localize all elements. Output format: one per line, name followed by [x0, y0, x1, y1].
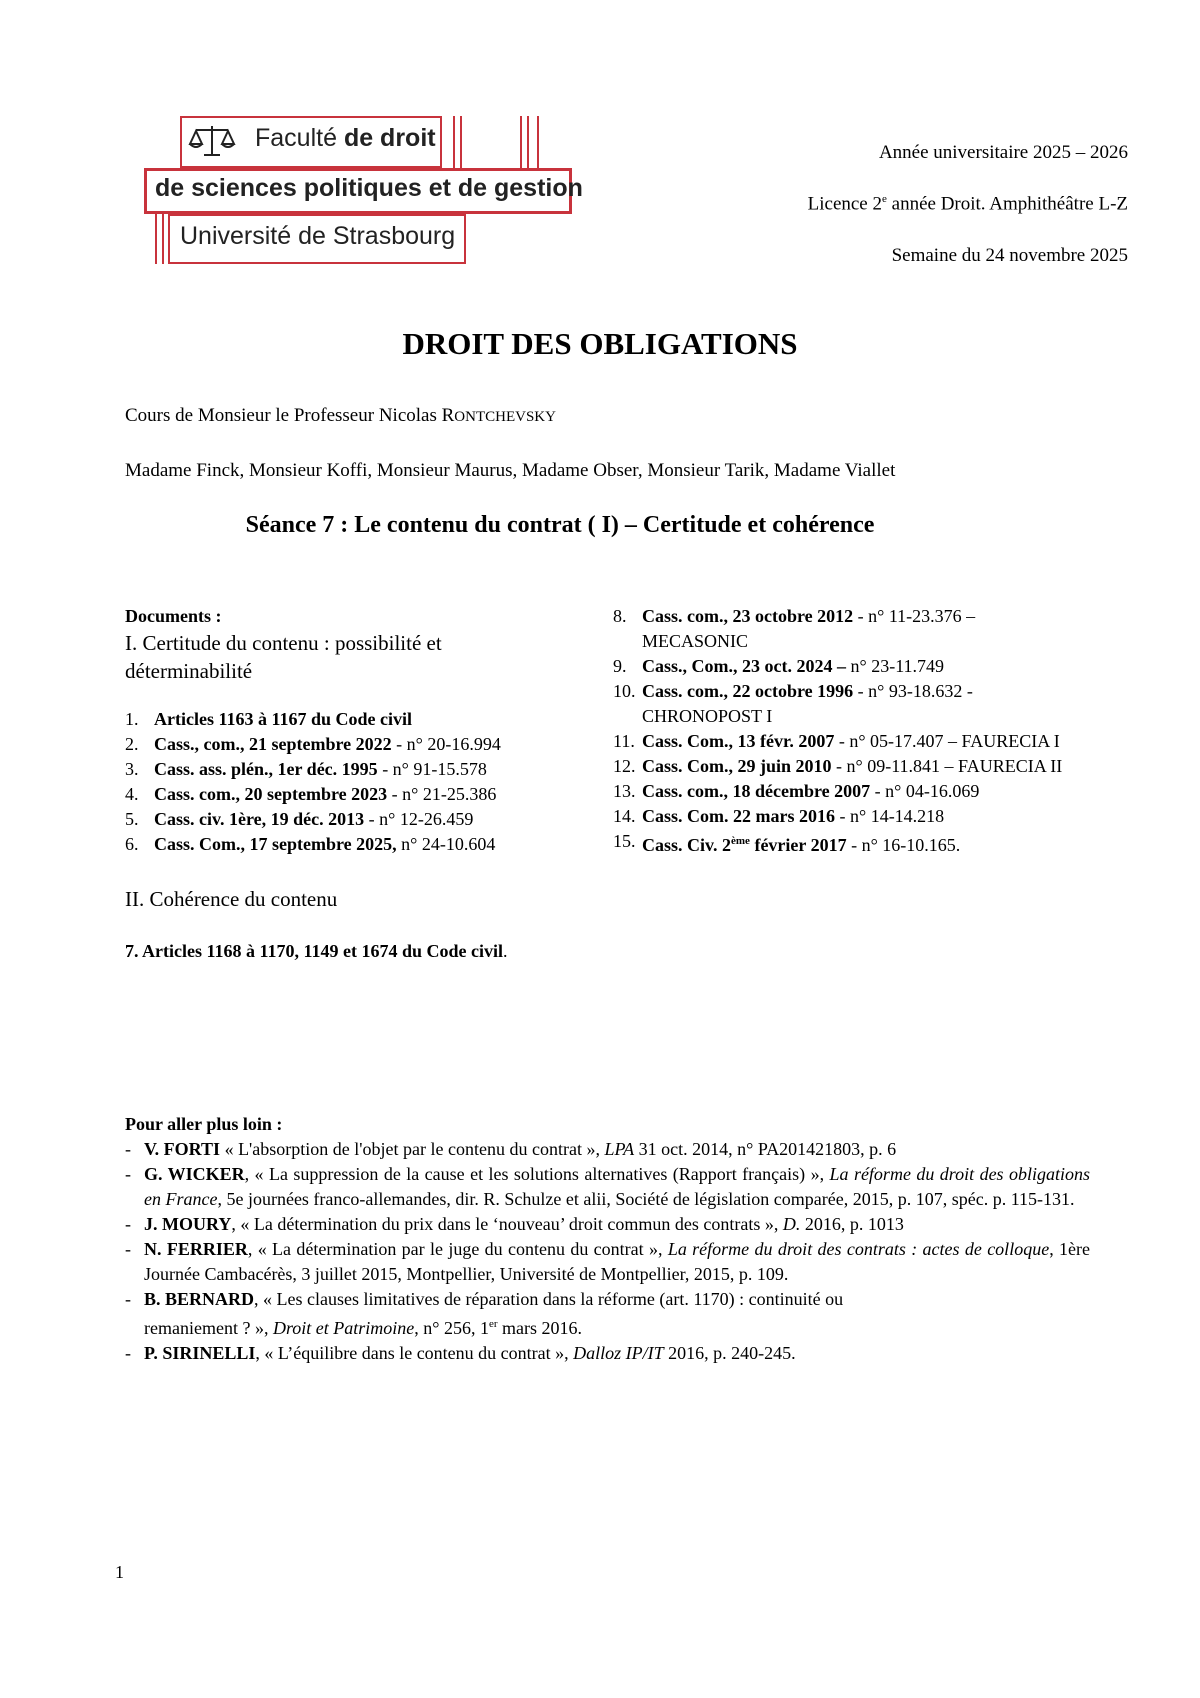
documents-label: Documents : [125, 606, 222, 626]
documents-column-right [613, 604, 1078, 858]
biblio-item: - V. FORTI « L'absorption de l'objet par le contenu du contrat », LPA 31 oct. 2014, n° PA201421803, p. 6 [125, 1139, 897, 1159]
course-line: Cours de Monsieur le Professeur Nicolas RONTCHEVSKY [125, 405, 556, 426]
logo-line1: Faculté de droit [255, 124, 436, 152]
logo-line3: Université de Strasbourg [180, 222, 456, 250]
left-document-list [125, 707, 545, 857]
biblio-item: - N. FERRIER, « La détermination par le juge du contenu du contrat », La réforme du droit des contrats : actes de colloque, 1ère Journée Cambacérès, 3 juillet 2015, Montpellier, Université de Montpellier, 2015, p. 109. [125, 1239, 1091, 1284]
logo-stripe [155, 214, 157, 264]
list-item: 11. Cass. Com., 13 févr. 2007 - n° 05-17.407 – FAURECIA I [613, 731, 1060, 751]
section-1-title: I. Certitude du contenu : possibilité et déterminabilité [125, 631, 442, 683]
list-item: 8. Cass. com., 23 octobre 2012 - n° 11-23.376 – MECASONIC [613, 606, 976, 651]
list-item: 14. Cass. Com. 22 mars 2016 - n° 14-14.218 [613, 806, 945, 826]
section-2-title: II. Cohérence du contenu [125, 887, 338, 911]
documents-column-left [125, 604, 545, 964]
biblio-item: - P. SIRINELLI, « L’équilibre dans le contenu du contrat », Dalloz IP/IT 2016, p. 240-245. [125, 1343, 796, 1363]
further-reading [125, 1112, 1090, 1366]
list-item: 6. Cass. Com., 17 septembre 2025, n° 24-10.604 [125, 834, 496, 854]
list-item: 2. Cass., com., 21 septembre 2022 - n° 20-16.994 [125, 734, 501, 754]
list-item: 15. Cass. Civ. 2ème février 2017 - n° 16-10.165. [613, 831, 961, 855]
list-item: 12. Cass. Com., 29 juin 2010 - n° 09-11.841 – FAURECIA II [613, 756, 1063, 776]
week-line: Semaine du 24 novembre 2025 [891, 245, 1128, 266]
list-item: 5. Cass. civ. 1ère, 19 déc. 2013 - n° 12-26.459 [125, 809, 474, 829]
licence-line: Licence 2e année Droit. Amphithéâtre L-Z [807, 193, 1128, 215]
item-7: 7. Articles 1168 à 1170, 1149 et 1674 du Code civil. [125, 941, 508, 961]
scales-icon [188, 122, 236, 160]
list-item: 10. Cass. com., 22 octobre 1996 - n° 93-18.632 - CHRONOPOST I [613, 681, 973, 726]
biblio-item: - B. BERNARD, « Les clauses limitatives de réparation dans la réforme (art. 1170) : continuité ou remaniement ? », Droit et Patrimoine, n° 256, 1er mars 2016. [125, 1289, 844, 1338]
page-number: 1 [115, 1562, 124, 1582]
staff-line: Madame Finck, Monsieur Koffi, Monsieur Maurus, Madame Obser, Monsieur Tarik, Madame Viallet [125, 460, 896, 481]
right-document-list [613, 604, 1078, 858]
logo-line2: de sciences politiques et de gestion [155, 174, 583, 202]
list-item: 13. Cass. com., 18 décembre 2007 - n° 04-16.069 [613, 781, 980, 801]
academic-year: Année universitaire 2025 – 2026 [878, 142, 1128, 163]
list-item: 3. Cass. ass. plén., 1er déc. 1995 - n° 91-15.578 [125, 759, 487, 779]
logo-stripe [162, 214, 164, 264]
logo-stripe [453, 116, 455, 168]
logo-stripe [460, 116, 462, 168]
list-item: 4. Cass. com., 20 septembre 2023 - n° 21-25.386 [125, 784, 497, 804]
seance-title: Séance 7 : Le contenu du contrat ( I) – Certitude et cohérence [245, 512, 875, 538]
biblio-item: - G. WICKER, « La suppression de la cause et les solutions alternatives (Rapport français) », La réforme du droit des obligations en France, 5e journées franco-allemandes, dir. R. Schulze et alii, Société de législation comparée, 2015, p. 107, spéc. p. 115-131. [125, 1164, 1090, 1209]
page-title: DROIT DES OBLIGATIONS [402, 326, 798, 361]
logo-stripe [537, 116, 539, 168]
logo-stripe [527, 116, 529, 168]
logo-stripe [520, 116, 522, 168]
list-item: 9. Cass., Com., 23 oct. 2024 – n° 23-11.749 [613, 656, 945, 676]
list-item: 1. Articles 1163 à 1167 du Code civil [125, 709, 412, 729]
further-reading-label: Pour aller plus loin : [125, 1114, 283, 1134]
biblio-item: - J. MOURY, « La détermination du prix dans le ‘nouveau’ droit commun des contrats », D. 2016, p. 1013 [125, 1214, 904, 1234]
